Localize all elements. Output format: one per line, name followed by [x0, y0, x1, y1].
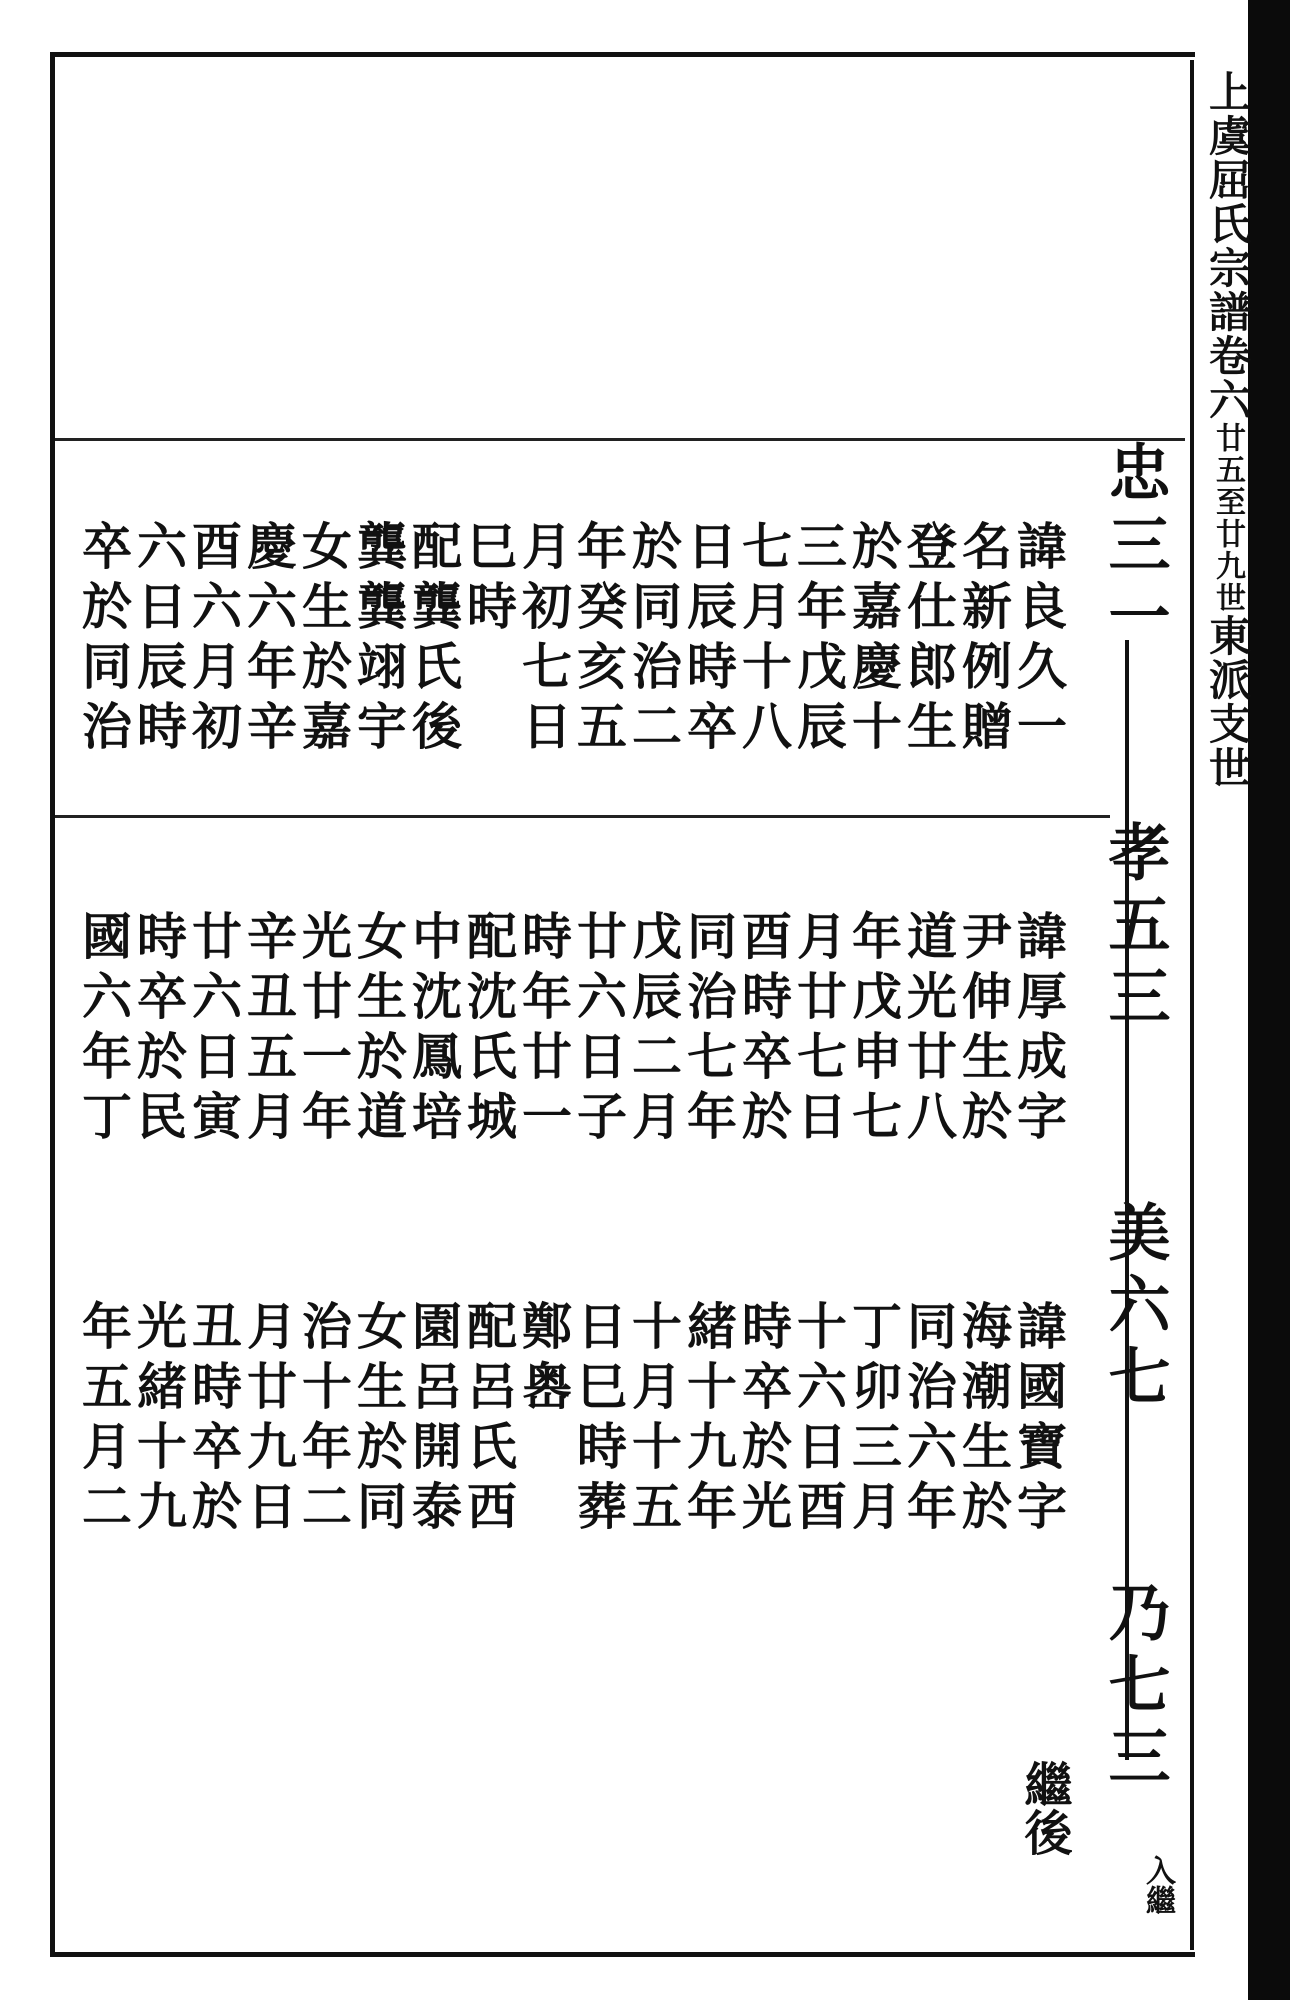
entry-column: 戊辰二月 [624, 910, 683, 1150]
entry-column: 七月十八 [734, 520, 793, 760]
generation-head-zhong [1090, 440, 1179, 656]
entry-column: 海潮生於 [954, 1300, 1013, 1540]
entry-column: 於嘉慶十 [844, 520, 903, 760]
entry-column: 女生於嘉 [294, 520, 353, 760]
entry-column: 中沈鳳培 [404, 910, 463, 1150]
head-num: 七三 [1098, 1652, 1171, 1796]
entry-column: 同治七年 [679, 910, 738, 1150]
entry-column: 女生於同 [349, 1300, 408, 1540]
entry-column: 月廿七日 [789, 910, 848, 1150]
entry-column: 巳時 [459, 520, 518, 640]
entry-column: 諱厚成字 [1009, 910, 1068, 1150]
entry-column: 十月十五 [624, 1300, 683, 1540]
entry-column: 緒十九年 [679, 1300, 738, 1540]
page-edge-shadow [1248, 0, 1290, 2000]
section-divider-top [55, 438, 1185, 441]
entry-column: 酉時卒於 [734, 910, 793, 1150]
footer-small-note: 入繼 [1140, 1855, 1175, 1915]
entry-column: 丁卯三月 [844, 1300, 903, 1540]
entry-column: 配沈氏城 [459, 910, 518, 1150]
entry-column: 月初七日 [514, 520, 573, 760]
entry-column: 登仕郎生 [899, 520, 958, 760]
entry-column: 六日辰時 [129, 520, 188, 760]
entry-column: 鄭嶴 [514, 1300, 573, 1420]
entry-column: 時卒於光 [734, 1300, 793, 1540]
entry-column: 廿六日寅 [184, 910, 243, 1150]
generation-head-xiao [1090, 820, 1179, 1036]
entry-column: 年戊申七 [844, 910, 903, 1150]
entry-column: 丑時卒於 [184, 1300, 243, 1540]
entry-column: 道光廿八 [899, 910, 958, 1150]
entry-column: 治十年二 [294, 1300, 353, 1540]
spine-section: 廿五至廿九世 [1210, 422, 1245, 614]
spine-title [1203, 70, 1252, 790]
head-name: 美 [1098, 1200, 1171, 1272]
entry-column: 配龔氏後 [404, 520, 463, 760]
entry-column: 同治六年 [899, 1300, 958, 1540]
entry-column: 辛丑五月 [239, 910, 298, 1150]
entry-column: 於同治二 [624, 520, 683, 760]
entry-column: 慶六年辛 [239, 520, 298, 760]
entry-column: 時年廿一 [514, 910, 573, 1150]
generation-head-mei [1090, 1200, 1179, 1416]
entry-column: 卒於同治 [74, 520, 133, 760]
entry-column: 尹伸生於 [954, 910, 1013, 1150]
head-num: 五三 [1098, 892, 1171, 1036]
entry-column: 年五月二 [74, 1300, 133, 1540]
footer-note: 繼後 [1016, 1760, 1072, 1856]
head-num: 三一 [1098, 512, 1171, 656]
entry-column: 配呂氏西 [459, 1300, 518, 1540]
entry-column: 廿六日子 [569, 910, 628, 1150]
entry-column: 年癸亥五 [569, 520, 628, 760]
entry-column: 國六年丁 [74, 910, 133, 1150]
entry-column: 日巳時葬 [569, 1300, 628, 1540]
section-divider-middle [55, 815, 1110, 818]
entry-column: 諱良久一 [1009, 520, 1068, 760]
generation-head-nai [1090, 1580, 1179, 1796]
entry-column: 龔龔翊宇 [349, 520, 408, 760]
entry-column: 名新例贈 [954, 520, 1013, 760]
spine-branch: 東派支世 [1203, 614, 1252, 790]
spine-book-title: 上虞屈氏宗譜 [1203, 70, 1252, 334]
head-name: 忠 [1098, 440, 1171, 512]
entry-column: 時卒於民 [129, 910, 188, 1150]
entry-column: 諱國寶字 [1009, 1300, 1068, 1540]
head-name: 孝 [1098, 820, 1171, 892]
entry-column: 園呂開泰 [404, 1300, 463, 1540]
head-num: 六七 [1098, 1272, 1171, 1416]
spine-volume: 卷六 [1203, 334, 1252, 422]
entry-column: 月廿九日 [239, 1300, 298, 1540]
entry-column: 日辰時卒 [679, 520, 738, 760]
entry-column: 十六日酉 [789, 1300, 848, 1540]
entry-column: 女生於道 [349, 910, 408, 1150]
entry-column: 三年戊辰 [789, 520, 848, 760]
head-name: 乃 [1098, 1580, 1171, 1652]
entry-column: 光廿一年 [294, 910, 353, 1150]
entry-column: 光緒十九 [129, 1300, 188, 1540]
entry-column: 酉六月初 [184, 520, 243, 760]
